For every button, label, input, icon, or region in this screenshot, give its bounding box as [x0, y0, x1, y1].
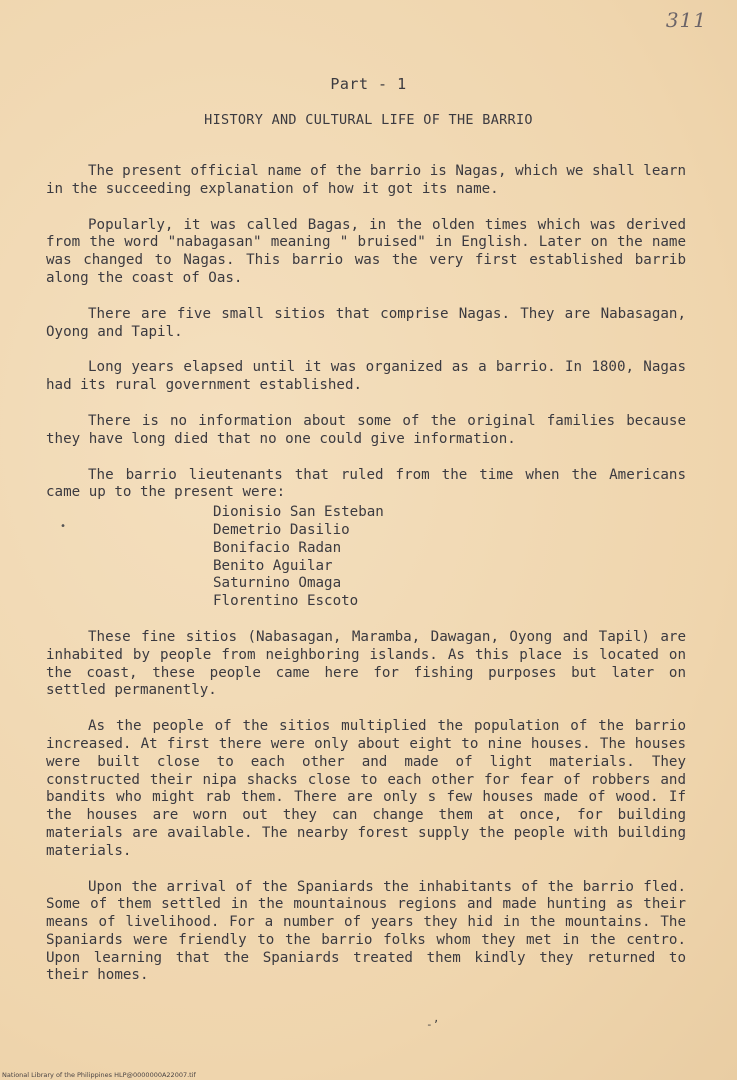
paragraph-lieutenants-intro: The barrio lieutenants that ruled from the time when the Americans came up to the present were: [46, 466, 686, 501]
paragraph-spaniards: Upon the arrival of the Spaniards the inhabitants of the barrio fled. Some of them settled in the mountainous regions and made hunting as their means of livelihood. For a number of years they hid in the mountains. The Spaniards were friendly to the barrio folks whom they met in the centro. Upon learning that the Spaniards treated them kindly they returned to their homes. [46, 878, 686, 984]
list-item: Bonifacio Radan [213, 539, 342, 556]
document-body [46, 163, 686, 1003]
paragraph-sitios: There are five small sitios that comprise Nagas. They are Nabasagan, Oyong and Tapil. [46, 305, 686, 340]
page-number-annotation: 311 [665, 8, 707, 32]
list-item: Saturnino Omaga [213, 575, 342, 592]
paragraph-organization: Long years elapsed until it was organized as a barrio. In 1800, Nagas had its rural government established. [46, 359, 686, 394]
list-item: Florentino Escoto [213, 593, 359, 610]
paragraph-population: As the people of the sitios multiplied the population of the barrio increased. At first there were only about eight to nine houses. The houses were built close to each other and made of light materials. They constructed their nipa shacks close to each other for fear of robbers and bandits who might rab them. There are only s few houses made of wood. If the houses are worn out they can change them at once, for building materials are available. The nearby forest supply the people with building materials. [46, 718, 686, 859]
lieutenants-list [213, 504, 686, 611]
archive-footer: National Library of the Philippines HLP@0000000A22007.tif [2, 1071, 196, 1079]
stray-mark: • [60, 521, 67, 532]
paragraph-official-name: The present official name of the barrio is Nagas, which we shall learn in the succeeding explanation of how it got its name. [46, 163, 686, 197]
stray-mark: -ʼ [426, 1018, 440, 1031]
paragraph-origin-of-name: Popularly, it was called Bagas, in the olden times which was derived from the word "nabagasan" meaning " bruised" in English. Later on the name was changed to Nagas. This barrio was the very first established barrib along the coast of Oas. [46, 216, 686, 286]
list-item: Demetrio Dasilio [213, 521, 350, 538]
paragraph-inhabitants: These fine sitios (Nabasagan, Maramba, Dawagan, Oyong and Tapil) are inhabited by people from neighboring islands. As this place is located on the coast, these people came here for fishing purposes but later on settled permanently. [46, 628, 686, 699]
section-title: HISTORY AND CULTURAL LIFE OF THE BARRIO [204, 112, 533, 128]
list-item: Dionisio San Esteban [213, 504, 384, 521]
list-item: Benito Aguilar [213, 557, 333, 574]
part-title: Part - 1 [330, 75, 407, 93]
paragraph-original-families: There is no information about some of the original families because they have long died that no one could give information. [46, 412, 686, 447]
